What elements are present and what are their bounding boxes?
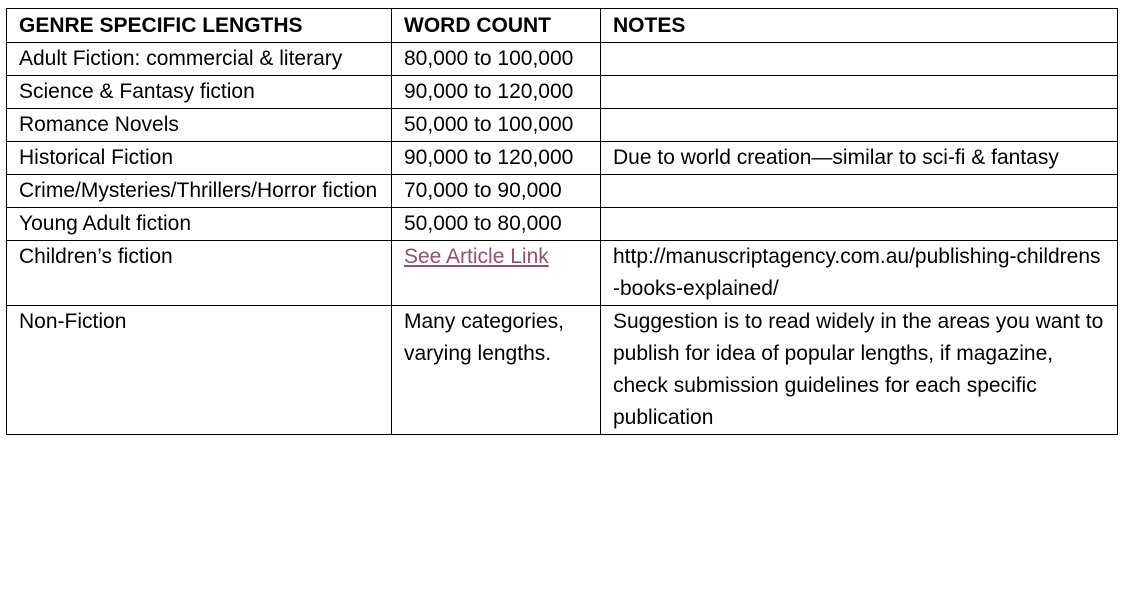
table-row xyxy=(7,175,1118,208)
header-row xyxy=(7,9,1118,43)
cell-notes xyxy=(601,76,1118,109)
cell-genre: Children’s fiction xyxy=(7,241,392,306)
cell-notes: Due to world creation—similar to sci-fi & fantasy xyxy=(601,142,1118,175)
header-word-count: WORD COUNT xyxy=(392,9,601,43)
table-row xyxy=(7,142,1118,175)
cell-word-count: 50,000 to 80,000 xyxy=(392,208,601,241)
table-row xyxy=(7,109,1118,142)
cell-word-count: 80,000 to 100,000 xyxy=(392,43,601,76)
cell-word-count xyxy=(392,241,601,306)
cell-word-count: 90,000 to 120,000 xyxy=(392,142,601,175)
cell-word-count: 50,000 to 100,000 xyxy=(392,109,601,142)
cell-notes: Suggestion is to read widely in the areas you want to publish for idea of popular lengths, if magazine, check submission guidelines for each specific publication xyxy=(601,306,1118,435)
header-notes: NOTES xyxy=(601,9,1118,43)
cell-genre: Historical Fiction xyxy=(7,142,392,175)
cell-notes xyxy=(601,175,1118,208)
table-row xyxy=(7,241,1118,306)
cell-genre: Science & Fantasy fiction xyxy=(7,76,392,109)
table-row xyxy=(7,43,1118,76)
table-row xyxy=(7,306,1118,435)
cell-notes xyxy=(601,208,1118,241)
cell-notes xyxy=(601,109,1118,142)
cell-genre: Crime/Mysteries/Thrillers/Horror fiction xyxy=(7,175,392,208)
cell-word-count: Many categories, varying lengths. xyxy=(392,306,601,435)
cell-genre: Young Adult fiction xyxy=(7,208,392,241)
cell-notes xyxy=(601,241,1118,306)
cell-genre: Adult Fiction: commercial & literary xyxy=(7,43,392,76)
cell-genre: Romance Novels xyxy=(7,109,392,142)
header-genre: GENRE SPECIFIC LENGTHS xyxy=(7,9,392,43)
cell-notes xyxy=(601,43,1118,76)
cell-word-count: 70,000 to 90,000 xyxy=(392,175,601,208)
table-row xyxy=(7,76,1118,109)
see-article-link[interactable]: See Article Link xyxy=(404,245,549,268)
article-url-text: http://manuscriptagency.com.au/publishing-childrens-books-explained/ xyxy=(613,245,1101,300)
cell-genre: Non-Fiction xyxy=(7,306,392,435)
genre-length-table xyxy=(6,8,1118,435)
table-row xyxy=(7,208,1118,241)
cell-word-count: 90,000 to 120,000 xyxy=(392,76,601,109)
